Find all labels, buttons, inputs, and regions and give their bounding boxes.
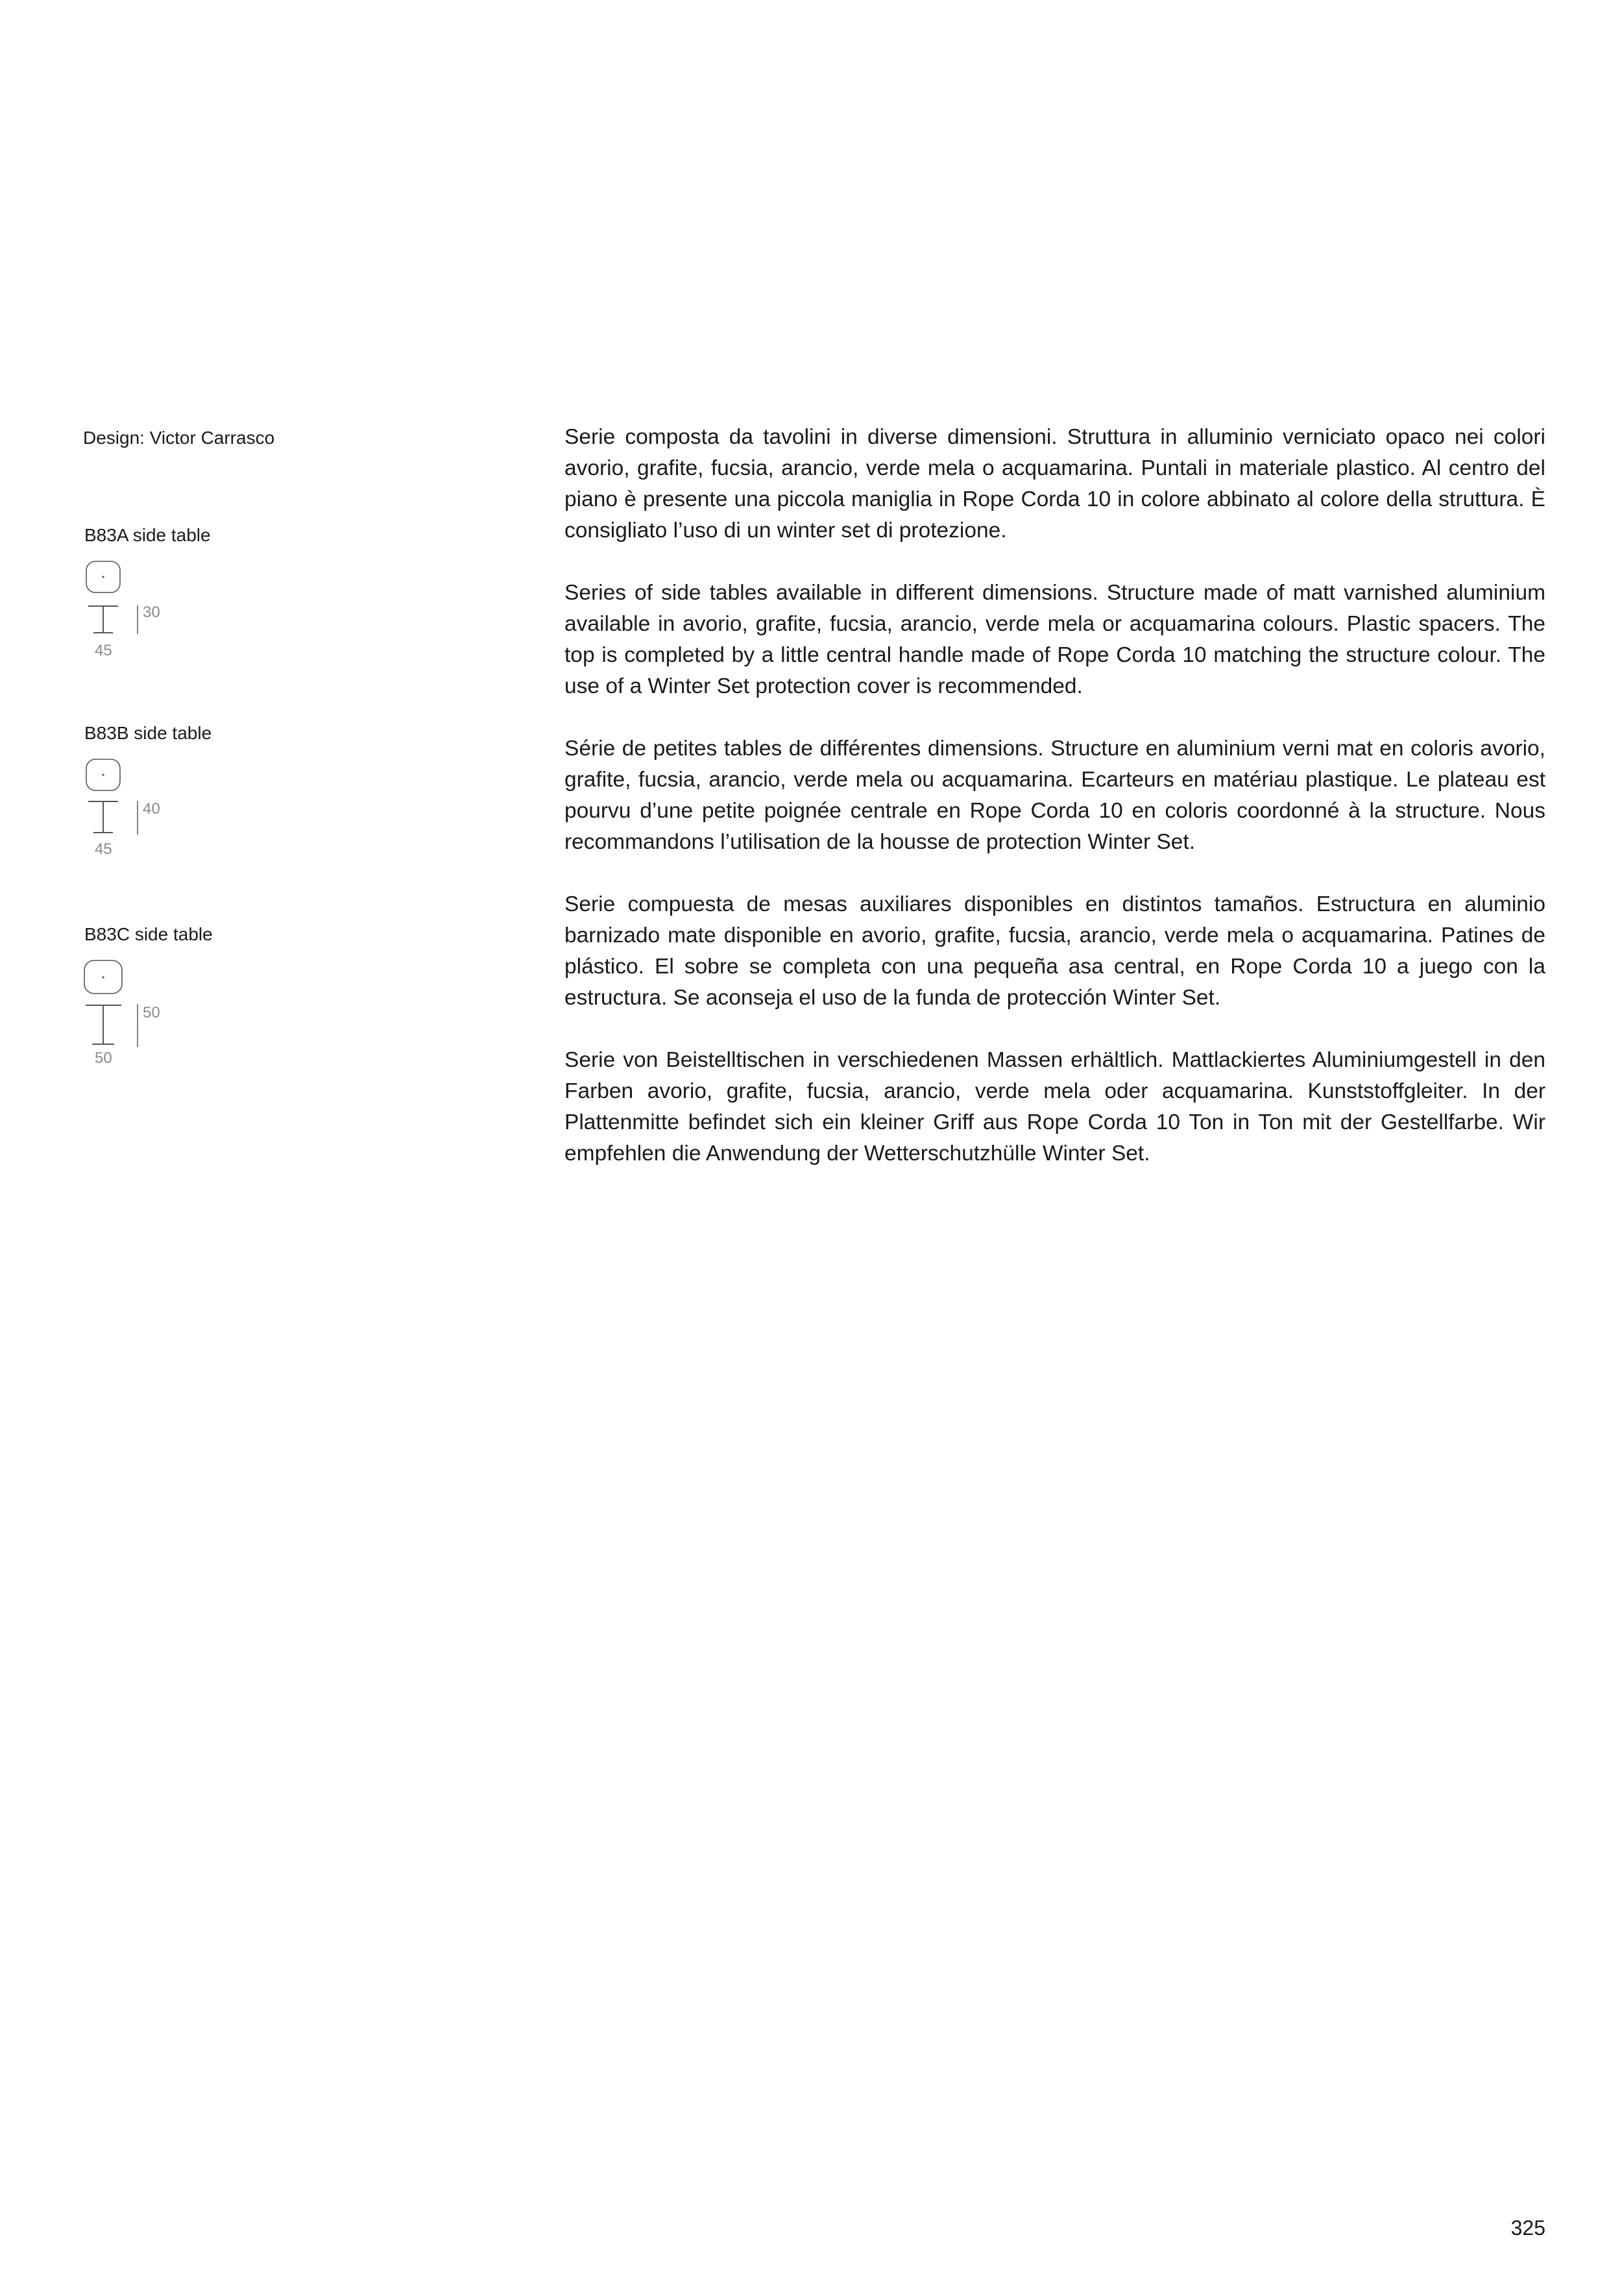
description-german: Serie von Beistelltischen in verschiedenen Massen erhältlich. Mattlackiertes Aluminiumgestell in den Farben avorio, grafite, fucsia, arancio, verde mela oder acquamarina. Kunststoffgleiter. In der Plattenmitte befindet sich ein kleiner Griff aus Rope Corda 10 Ton in Ton mit der Gestellfarbe. Wir empfehlen die Anwendung der Wetterschutzhülle Winter Set. (564, 1048, 1545, 1166)
product-b83a (84, 522, 344, 704)
product-title: B83C side table (84, 924, 213, 944)
height-dimension: 50 (143, 1004, 160, 1021)
table-diagram-icon (84, 922, 344, 1103)
width-dimension: 50 (95, 1049, 112, 1067)
width-dimension: 45 (95, 840, 112, 858)
product-b83b (84, 720, 344, 902)
product-title: B83B side table (84, 723, 212, 743)
product-description (564, 422, 1545, 1201)
height-dimension: 40 (143, 800, 160, 818)
page-number: 325 (1510, 2216, 1545, 2240)
table-diagram-icon (84, 720, 344, 902)
table-diagram-icon (84, 522, 344, 704)
product-b83c (84, 922, 344, 1103)
height-dimension: 30 (143, 604, 160, 621)
designer-credit: Design: Victor Carrasco (83, 428, 275, 448)
description-italian: Serie composta da tavolini in diverse dimensioni. Struttura in alluminio verniciato opaco nei colori avorio, grafite, fucsia, arancio, verde mela o acquamarina. Puntali in materiale plastico. Al centro del piano è presente una piccola maniglia in Rope Corda 10 in colore abbinato al colore della struttura. È consigliato l’uso di un winter set di protezione. (564, 425, 1545, 543)
description-spanish: Serie compuesta de mesas auxiliares disponibles en distintos tamaños. Estructura en aluminio barnizado mate disponible en avorio, grafite, fucsia, arancio, verde mela o acquamarina. Patines de plástico. El sobre se completa con una pequeña asa central, en Rope Corda 10 a juego con la estructura. Se aconseja el uso de la funda de protección Winter Set. (564, 892, 1545, 1010)
width-dimension: 45 (95, 642, 112, 659)
description-english: Series of side tables available in different dimensions. Structure made of matt varnished aluminium available in avorio, grafite, fucsia, arancio, verde mela or acquamarina colours. Plastic spacers. The top is completed by a little central handle made of Rope Corda 10 matching the structure colour. The use of a Winter Set protection cover is recommended. (564, 581, 1545, 698)
description-french: Série de petites tables de différentes dimensions. Structure en aluminium verni mat en coloris avorio, grafite, fucsia, arancio, verde mela ou acquamarina. Ecarteurs en matériau plastique. Le plateau est pourvu d’une petite poignée centrale en Rope Corda 10 en coloris coordonné à la structure. Nous recommandons l’utilisation de la housse de protection Winter Set. (564, 737, 1545, 854)
product-title: B83A side table (84, 525, 211, 545)
